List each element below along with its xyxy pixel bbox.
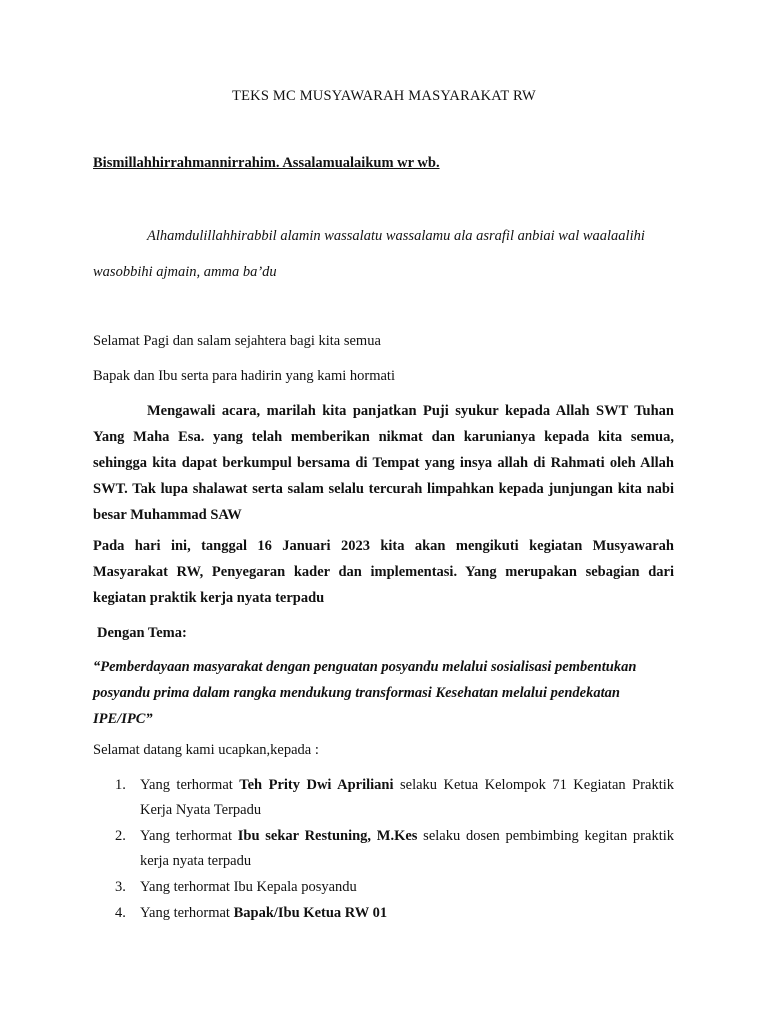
alhamdulillah-line-2: wasobbihi ajmain, amma ba’du <box>93 264 277 280</box>
list-item-prefix: Yang terhormat Ibu Kepala posyandu <box>140 879 357 895</box>
list-item-number: 3. <box>115 879 126 895</box>
list-item-number: 1. <box>115 777 126 793</box>
selamat-pagi-line: Selamat Pagi dan salam sejahtera bagi kita semua <box>93 333 381 349</box>
list-item-name: Ibu sekar Restuning, M.Kes <box>237 828 418 844</box>
list-item-prefix: Yang terhormat <box>140 905 234 921</box>
list-item-name: Teh Prity Dwi Apriliani <box>239 777 394 793</box>
tema-quote: “Pemberdayaan masyarakat dengan penguatan posyandu melalui sosialisasi pembentukan posyandu prima dalam rangka mendukung transformasi Kesehatan melalui pendekatan IPE/IPC” <box>93 659 637 727</box>
selamat-datang-line: Selamat datang kami ucapkan,kepada : <box>93 742 319 758</box>
list-item-number: 4. <box>115 905 126 921</box>
mengawali-paragraph: Mengawali acara, marilah kita panjatkan Puji syukur kepada Allah SWT Tuhan Yang Maha Esa. yang telah memberikan nikmat dan karunianya kepada kita semua, sehingga kita dapat berkumpul bersama di Tempat yang insya allah di Rahmati oleh Allah SWT. Tak lupa shalawat serta salam selalu tercurah limpahkan kepada junjungan kita nabi besar Muhammad SAW <box>93 403 674 523</box>
list-item <box>93 901 674 926</box>
list-item <box>93 773 674 823</box>
opening-greeting: Bismillahhirrahmannirrahim. Assalamualaikum wr wb. <box>93 155 440 171</box>
list-item-number: 2. <box>115 828 126 844</box>
pada-hari-paragraph: Pada hari ini, tanggal 16 Januari 2023 kita akan mengikuti kegiatan Musyawarah Masyarakat RW, Penyegaran kader dan implementasi. Yang merupakan sebagian dari kegiatan praktik kerja nyata terpadu <box>93 538 674 606</box>
bapak-ibu-line: Bapak dan Ibu serta para hadirin yang kami hormati <box>93 368 395 384</box>
list-item-name: Bapak/Ibu Ketua RW 01 <box>233 905 388 921</box>
list-item <box>93 824 674 874</box>
dengan-tema-label: Dengan Tema: <box>97 625 187 641</box>
list-item-suffix: selaku dosen pembimbing kegitan praktik kerja nyata terpadu <box>140 828 675 869</box>
list-item <box>93 875 674 900</box>
document-title: TEKS MC MUSYAWARAH MASYARAKAT RW <box>232 88 536 104</box>
list-item-prefix: Yang terhormat <box>140 777 240 793</box>
list-item-suffix: selaku Ketua Kelompok 71 Kegiatan Praktik Kerja Nyata Terpadu <box>140 777 674 818</box>
list-item-prefix: Yang terhormat <box>140 828 238 844</box>
guest-list <box>93 773 674 926</box>
alhamdulillah-line-1: Alhamdulillahhirabbil alamin wassalatu wassalamu ala asrafil anbiai wal waalaalihi <box>147 228 645 244</box>
